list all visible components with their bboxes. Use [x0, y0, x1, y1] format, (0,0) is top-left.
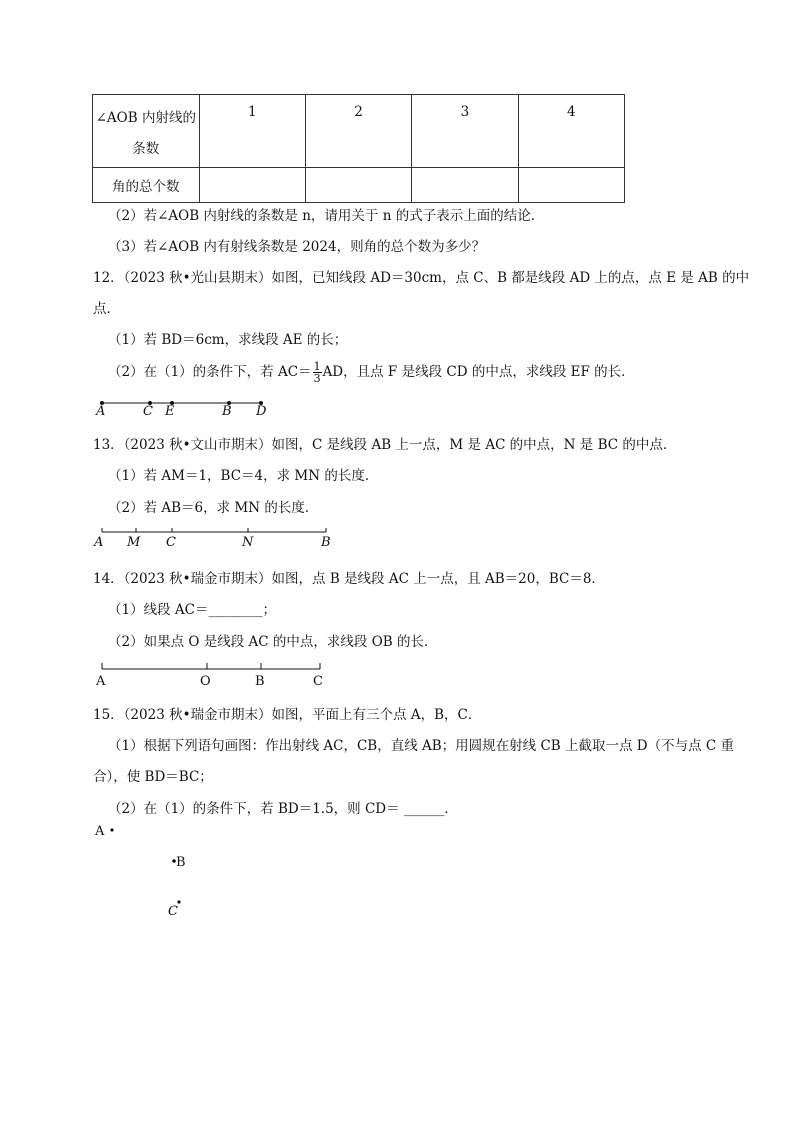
table-col-1: 1 [199, 95, 305, 168]
q14-label-c: C [313, 674, 323, 689]
q13-part1: （1）若 AM＝1，BC＝4，求 MN 的长度． [108, 468, 379, 484]
table-cell-empty [518, 168, 624, 203]
q15-part2: （2）在（1）的条件下，若 BD＝1.5，则 CD＝ ______． [108, 801, 458, 817]
q13-label-b: B [321, 535, 331, 550]
q12-label-c: C [143, 404, 153, 419]
q14-label-b: B [255, 674, 265, 689]
q11-part3: （3）若∠AOB 内有射线条数是 2024，则角的总个数为多少？ [108, 239, 486, 255]
ray-count-table [92, 94, 625, 203]
q12-segment-figure [96, 398, 271, 424]
table-col-3: 3 [412, 95, 518, 168]
table-cell-empty [412, 168, 518, 203]
q13-stem: 13．（2023 秋•文山市期末）如图，C 是线段 AB 上一点，M 是 AC 的中点，N 是 BC 的中点． [93, 437, 677, 453]
q12-part1: （1）若 BD＝6cm，求线段 AE 的长； [108, 332, 348, 348]
q13-label-n: N [242, 535, 254, 550]
q13-part2: （2）若 AB＝6，求 MN 的长度． [108, 500, 319, 516]
q12-label-a: A [96, 404, 106, 419]
q14-label-o: O [200, 674, 211, 689]
q14-stem: 14．（2023 秋•瑞金市期末）如图，点 B 是线段 AC 上一点，且 AB＝20，BC＝8． [93, 571, 605, 587]
q11-part2: （2）若∠AOB 内射线的条数是 n，请用关于 n 的式子表示上面的结论． [108, 208, 545, 224]
q14-part1: （1）线段 AC＝________； [108, 602, 276, 618]
q15-part1-line1: （1）根据下列语句画图：作出射线 AC，CB，直线 AB；用圆规在射线 CB 上截取一点 D（不与点 C 重 [108, 738, 735, 754]
table-header-line2: 条数 [132, 141, 160, 157]
table-col-4: 4 [518, 95, 624, 168]
q12-label-b: B [222, 404, 232, 419]
table-row2-label: 角的总个数 [93, 168, 200, 203]
table-cell-empty [199, 168, 305, 203]
q12-stem-line1: 12．（2023 秋•光山县期末）如图，已知线段 AD＝30cm，点 C、B 都是线段 AD 上的点，点 E 是 AB 的中 [93, 270, 750, 286]
q12-part2 [108, 360, 635, 384]
q15-part1-line2: 合），使 BD＝BC； [93, 769, 213, 785]
table-header-cell [93, 95, 200, 168]
q13-label-m: M [127, 535, 141, 550]
q12-part2-post: AD，且点 F 是线段 CD 的中点，求线段 EF 的长． [322, 364, 635, 380]
q14-segment-figure [98, 660, 326, 674]
q12-stem-line2: 点． [93, 301, 120, 317]
q15-label-b: B [176, 855, 186, 870]
q15-stem: 15．（2023 秋•瑞金市期末）如图，平面上有三个点 A，B，C． [93, 707, 482, 723]
q13-label-c: C [166, 535, 176, 550]
fraction-one-third [313, 361, 322, 384]
q12-label-e: E [165, 404, 175, 419]
fraction-denominator: 3 [313, 372, 321, 385]
q14-part2: （2）如果点 O 是线段 AC 的中点，求线段 OB 的长． [108, 634, 438, 650]
table-col-2: 2 [305, 95, 411, 168]
q12-part2-pre: （2）在（1）的条件下，若 AC＝ [108, 364, 312, 380]
q12-label-d: D [256, 404, 267, 419]
q15-point-a [108, 826, 116, 834]
table-cell-empty [305, 168, 411, 203]
q13-label-a: A [94, 535, 104, 550]
fraction-numerator: 1 [313, 360, 321, 373]
q15-label-c: C [168, 904, 178, 919]
table-header-line1: ∠AOB 内射线的 [95, 110, 196, 126]
q14-label-a: A [96, 674, 106, 689]
q15-label-a: A [95, 824, 105, 839]
